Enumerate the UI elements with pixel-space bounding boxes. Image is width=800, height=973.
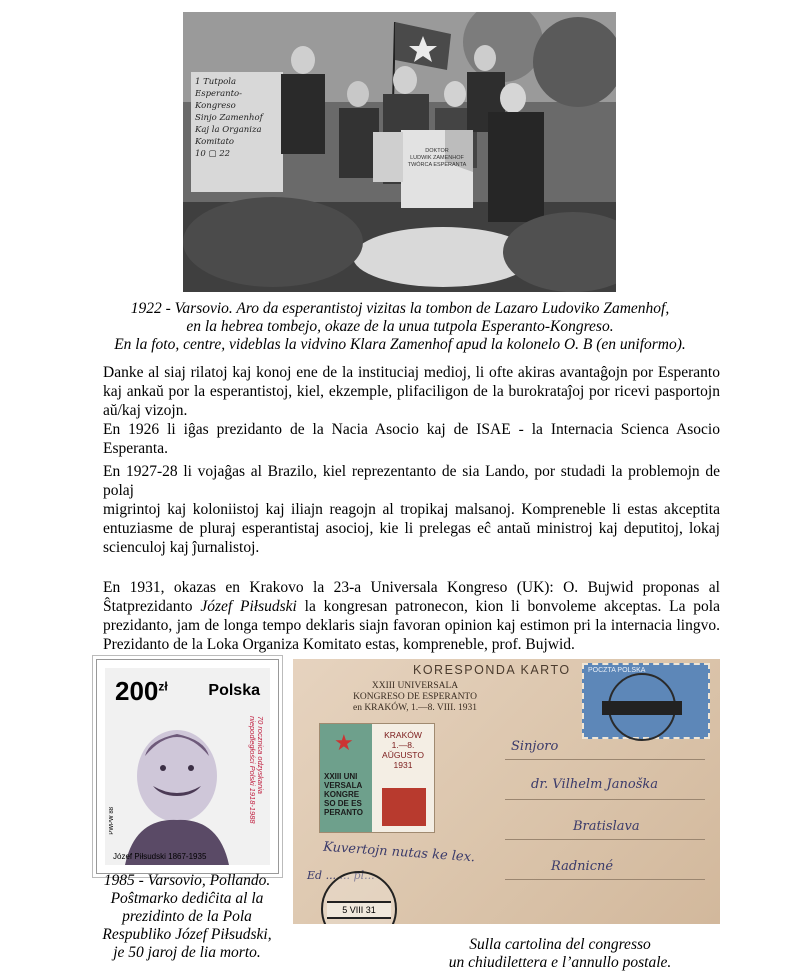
paragraph-line: Danke al siaj rilatoj kaj konoj ene de la instituciaj medioj, li ofte akiras avantaĝojn por Esperanto bbox=[103, 364, 720, 381]
stamp-caption bbox=[72, 872, 302, 962]
stamp-printer: PWPW 88 bbox=[109, 807, 115, 835]
paragraph-line: En 1931, okazas en Krakovo la 23-a Universala Kongreso (UK): O. Bujwid proponas al bbox=[103, 579, 720, 596]
paragraph-line: En 1927-28 li vojaĝas al Brazilo, kiel reprezentanto de sia Lando, por studadi la problemojn de polaj bbox=[103, 463, 720, 499]
stamp-name: Józef Piłsudski 1867-1935 bbox=[113, 852, 207, 861]
vignette-left-text: XXIII UNI VERSALA KONGRE SO DE ES PERANTO bbox=[324, 772, 363, 817]
stamp-side-text: 70 rocznica odzyskania niepodległości Polski 1918-1988 bbox=[248, 716, 265, 824]
caption-line: je 50 jaroj de lia morto. bbox=[113, 944, 261, 961]
postcard-title: KORESPONDA KARTO bbox=[413, 663, 571, 677]
address-line bbox=[505, 799, 705, 800]
paragraph-line: kaj ankaŭ por la esperantistoj, kiel, ekzemple, plifaciligon de la burokrataĵoj por ricevi pasportojn bbox=[103, 383, 720, 400]
postage-stamps bbox=[582, 663, 710, 739]
postage-text: POCZTA POLSKA bbox=[588, 667, 646, 674]
address-line bbox=[505, 879, 705, 880]
caption-line: 1985 - Varsovio, Pollando. bbox=[103, 872, 271, 889]
congress-postcard bbox=[293, 659, 720, 924]
paragraph-line: En 1926 li iĝas prezidanto de la Nacia Asocio kaj de ISAE - la Internacia Scienca Asocio Esperanta. bbox=[103, 421, 720, 457]
paragraph-text: Ŝtatprezidanto bbox=[103, 598, 201, 615]
paragraph-line: Prezidanto de la Loka Organiza Komitato estas, kompreneble, prof. Bujwid. bbox=[103, 636, 575, 653]
address-line bbox=[505, 839, 705, 840]
paragraph-1 bbox=[103, 363, 720, 458]
paragraph-line: prezidanto, jam de longa tempo deklaris siajn favoran opinion kaj estimon pri la internacia lingvo. bbox=[103, 617, 720, 634]
pilsudski-name: Józef Piłsudski bbox=[200, 598, 297, 615]
vignette-red-panel bbox=[382, 788, 426, 826]
paragraph-line: migrintoj kaj koloniistoj kaj iliajn reagojn al tropikaj malsanoj. Kompreneble li estas akceptita bbox=[103, 501, 720, 518]
address-city: Bratislava bbox=[573, 819, 640, 834]
address-street: Radnicné bbox=[551, 859, 614, 874]
photo-sign-text: 1 Tutpola Esperanto-Kongreso Sinjo Zamenhof Kaj la Organiza Komitato 10 ▢ 22 bbox=[195, 77, 263, 159]
caption-line: prezidinto de la Pola bbox=[122, 908, 252, 925]
stamp-image bbox=[105, 668, 270, 865]
paragraph-line: aŭ/kaj vizojn. bbox=[103, 402, 188, 419]
paragraph-line bbox=[103, 597, 720, 616]
paragraph-line: scienculoj kaj ĵurnalistoj. bbox=[103, 539, 260, 556]
paragraph-2 bbox=[103, 462, 720, 557]
caption-line: En la foto, centre, videblas la vidvino Klara Zamenhof apud la kolonelo O. B (en uniformo). bbox=[114, 336, 686, 353]
historical-photo bbox=[183, 12, 616, 292]
caption-line: 1922 - Varsovio. Aro da esperantistoj vizitas la tombon de Lazaro Ludoviko Zamenhof, bbox=[130, 300, 670, 317]
congress-vignette bbox=[319, 723, 435, 833]
address-line bbox=[505, 759, 705, 760]
star-icon: ★ bbox=[334, 730, 354, 755]
handwritten-message: Kuvertojn nutas ke lex. bbox=[322, 839, 476, 866]
postmark-cancel bbox=[608, 673, 676, 741]
stamp-country: Polska bbox=[208, 682, 260, 699]
vignette-right-text: KRAKÓW 1.—8. AŬGUSTO 1931 bbox=[382, 730, 424, 770]
caption-line: Sulla cartolina del congresso bbox=[469, 936, 651, 953]
caption-line: en la hebrea tombejo, okaze de la unua tutpola Esperanto-Kongreso. bbox=[186, 318, 614, 335]
paragraph-line: entuziasme de pluraj esperantistaj asocioj, kie li prelegas eĉ antaŭ ministroj kaj deputitoj, lokaj bbox=[103, 520, 720, 537]
postmark-date: 5 VIII 31 bbox=[327, 901, 391, 919]
postcard-header: XXIII UNIVERSALA KONGRESO DE ESPERANTO en KRAKÓW, 1.—8. VIII. 1931 bbox=[352, 681, 478, 713]
address-recipient: Sinjoro bbox=[511, 739, 559, 754]
pilsudski-stamp bbox=[96, 659, 279, 874]
caption-line: Respubliko Józef Piłsudski, bbox=[102, 926, 272, 943]
grave-inscription: DOKTOR LUDWIK ZAMENHOF TWÓRCA ESPERANTA bbox=[407, 148, 467, 168]
caption-line: un chiudilettera e l’annullo postale. bbox=[448, 954, 672, 971]
handwritten-message: Ed ... ... pl... bbox=[307, 869, 375, 882]
caption-line: Poŝtmarko dediĉita al la bbox=[110, 890, 264, 907]
paragraph-3 bbox=[103, 578, 720, 654]
address-name: dr. Vilhelm Janoška bbox=[531, 777, 658, 792]
paragraph-text: la kongresan patronecon, kion li bonvoleme akceptas. La pola bbox=[296, 598, 720, 615]
photo-caption bbox=[90, 300, 710, 354]
postcard-caption bbox=[410, 936, 710, 972]
stamp-value: $200^{zł}$ bbox=[115, 676, 168, 706]
